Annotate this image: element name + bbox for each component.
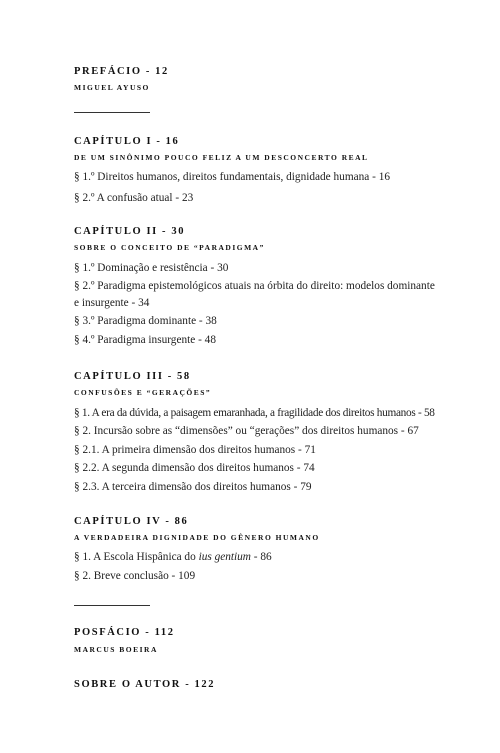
toc-entry-page: - 86 bbox=[250, 551, 272, 563]
toc-entry: § 2.2. A segunda dimensão dos direitos humanos - 74 bbox=[74, 462, 315, 474]
toc-entry: § 2.3. A terceira dimensão dos direitos humanos - 79 bbox=[74, 481, 312, 493]
toc-entry: § 2.º A confusão atual - 23 bbox=[74, 192, 194, 204]
toc-entry bbox=[74, 551, 272, 563]
chapter-1-heading: CAPÍTULO I - 16 bbox=[74, 136, 180, 147]
posfacio-heading: POSFÁCIO - 112 bbox=[74, 627, 175, 638]
toc-entry: § 2.1. A primeira dimensão dos direitos humanos - 71 bbox=[74, 444, 316, 456]
chapter-4-subtitle: A VERDADEIRA DIGNIDADE DO GÊNERO HUMANO bbox=[74, 533, 320, 542]
divider bbox=[74, 605, 150, 606]
toc-entry-continuation: e insurgente - 34 bbox=[74, 297, 150, 309]
chapter-2-heading: CAPÍTULO II - 30 bbox=[74, 226, 186, 237]
toc-entry: § 1. A era da dúvida, a paisagem emaranhada, a fragilidade dos direitos humanos - 58 bbox=[74, 407, 435, 419]
chapter-3-heading: CAPÍTULO III - 58 bbox=[74, 371, 191, 382]
toc-entry: § 1.º Direitos humanos, direitos fundamentais, dignidade humana - 16 bbox=[74, 171, 390, 183]
divider bbox=[74, 112, 150, 113]
posfacio-author: MARCUS BOEIRA bbox=[74, 645, 158, 654]
toc-entry: § 2.º Paradigma epistemológicos atuais na órbita do direito: modelos dominante bbox=[74, 280, 435, 292]
toc-entry-text: § 1. A Escola Hispânica do bbox=[74, 551, 199, 563]
toc-entry: § 2. Breve conclusão - 109 bbox=[74, 570, 196, 582]
sobre-o-autor-heading: SOBRE O AUTOR - 122 bbox=[74, 679, 216, 690]
chapter-4-heading: CAPÍTULO IV - 86 bbox=[74, 516, 189, 527]
toc-entry: § 1.º Dominação e resistência - 30 bbox=[74, 262, 229, 274]
toc-entry: § 2. Incursão sobre as “dimensões” ou “gerações” dos direitos humanos - 67 bbox=[74, 425, 419, 437]
chapter-1-subtitle: DE UM SINÔNIMO POUCO FELIZ A UM DESCONCERTO REAL bbox=[74, 153, 369, 162]
toc-entry-italic: ius gentium bbox=[198, 551, 251, 563]
toc-entry: § 3.º Paradigma dominante - 38 bbox=[74, 315, 217, 327]
prefacio-heading: PREFÁCIO - 12 bbox=[74, 66, 169, 77]
prefacio-author: MIGUEL AYUSO bbox=[74, 83, 150, 92]
chapter-3-subtitle: CONFUSÕES E “GERAÇÕES” bbox=[74, 388, 212, 397]
chapter-2-subtitle: SOBRE O CONCEITO DE “PARADIGMA” bbox=[74, 243, 265, 252]
toc-entry: § 4.º Paradigma insurgente - 48 bbox=[74, 334, 216, 346]
